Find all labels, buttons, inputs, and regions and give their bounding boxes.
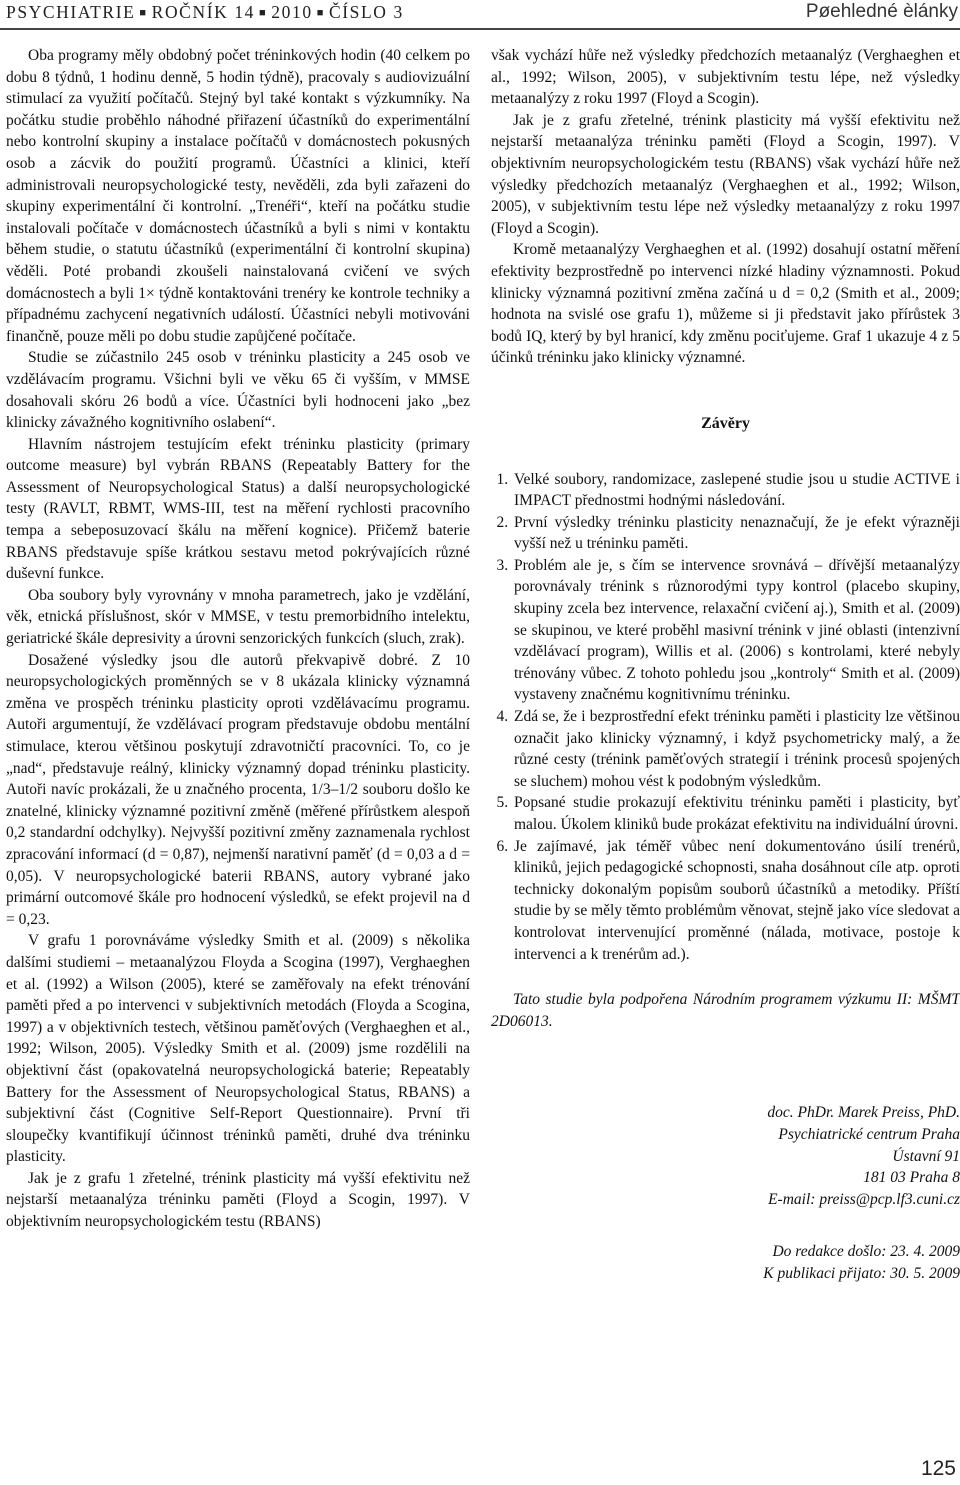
journal-year: 2010 — [271, 2, 313, 22]
conclusion-item: 5. Popsané studie prokazují efektivitu tréninku paměti i plasticity, byť malou. Úkolem kliniků bude prokázat efektivitu na individuální úrovni. — [512, 792, 960, 835]
body-paragraph: V grafu 1 porovnáváme výsledky Smith et al. (2009) s několika dalšími studiemi – metaanalýzou Floyda a Scogina (1997), Verghaeghen et al. (1992) a Wilson (2005), které se zaměřovaly na efekt trénování paměti před a po intervenci v subjektivních metodách (Floyda a Scogina, 1997) a v objektivních testech, většinou paměťových (Verghaeghen et al., 1992; Wilson, 2005). Výsledky Smith et al. (2009) jsme rozdělili na objektivní část (opakovatelná neuropsychologická baterie; Repeatably Battery for the Assessment of Neuropsychological Status, RBANS) a subjektivní část (Cognitive Self-Report Questionnaire). První tři sloupečky kvantifikují účinnost tréninků paměti, druhé dva tréninku plasticity. — [6, 932, 470, 1166]
body-paragraph: Jak je z grafu 1 zřetelné, trénink plasticity má vyšší efektivitu než nejstarší metaanalýza tréninku paměti (Floyd a Scogin, 1997). V objektivním neuropsychologickém testu (RBANS) — [6, 1169, 470, 1231]
editorial-dates — [491, 1241, 960, 1284]
body-paragraph: však vychází hůře než výsledky předchozích metaanalýz (Verghaeghen et al., 1992; Wilson, 2005), v subjektivním testu lépe, než výsledky metaanalýzy z roku 1997 (Floyd a Scogin). — [491, 47, 960, 108]
conclusions-heading: Závěry — [701, 414, 750, 432]
journal-volume: ROČNÍK 14 — [151, 2, 256, 22]
acknowledgement: Tato studie byla podpořena Národním programem výzkumu II: MŠMT 2D06013. — [491, 991, 960, 1030]
received-date: Do redakce došlo: 23. 4. 2009 — [772, 1243, 960, 1261]
journal-issue: ČÍSLO 3 — [328, 2, 404, 22]
body-paragraph: Oba soubory byly vyrovnány v mnoha parametrech, jako je vzdělání, věk, etnická příslušnost, skór v MMSE, v testu premorbidního intelektu, geriatrické škále depresivity a úrovni senzorických funkcích (sluch, zrak). — [6, 586, 470, 648]
body-paragraph: Dosažené výsledky jsou dle autorů překvapivě dobré. Z 10 neuropsychologických proměnných se v 8 ukázala klinicky významná změna ve prospěch tréninku plasticity oproti vzdělávacímu programu. Autoři argumentují, že vzdělávací program představuje obdobu mentální stimulace, kterou většinou poskytují zdravotničtí pracovníci. To, co je „nad“, představuje reálný, klinicky významný dopad tréninku plasticity. Autoři navíc prokázali, že u značného procenta, 1/3–1/2 souboru došlo ke znatelné, klinicky významné pozitivní změně (měřené přírůstkem alespoň 0,2 standardní odchylky). Nejvyšší pozitivní změny zaznamenala rychlost zpracování informací (d = 0,87), nejmenší narativní paměť (d = 0,03 a d = 0,05). V neuropsychologické baterii RBANS, autory vybrané jako primární outcomové škále pro hodnocení výsledků, se efekt projevil na d = 0,23. — [6, 651, 470, 928]
right-column — [491, 45, 960, 1285]
separator-square-icon: ■ — [316, 7, 325, 19]
conclusion-item: 1. Velké soubory, randomizace, zaslepené studie jsou u studie ACTIVE i IMPACT přednostmi hodnými následování. — [512, 469, 960, 512]
author-address — [491, 1102, 960, 1210]
conclusion-item: 3. Problém ale je, s čím se intervence srovnává – dřívější metaanalýzy porovnávaly trénink s různorodými typy kontrol (placebo skupiny, skupiny zcela bez intervence, relaxační cvičení aj.), Smith et al. (2009) se skupinou, ve které proběhl masivní trénink v jiné oblasti (intenzivní vzdělávací program), Willis et al. (2006) s kontrolami, které nebyly trénovány vůbec. Z tohoto pohledu jsou „kontroly“ Smith et al. (2009) vystaveny značnému kognitivnímu tréninku. — [512, 555, 960, 706]
conclusion-item: 2. První výsledky tréninku plasticity nenaznačují, že je efekt výrazněji vyšší než u tréninku paměti. — [512, 512, 960, 555]
body-paragraph: Jak je z grafu zřetelné, trénink plasticity má vyšší efektivitu než nejstarší metaanalýza tréninku paměti (Floyd a Scogin, 1997). V objektivním neuropsychologickém testu (RBANS) však vychází hůře než výsledky předchozích metaanalýz (Verghaeghen et al., 1992; Wilson, 2005), v subjektivním testu lépe než výsledky metaanalýzy z roku 1997 (Floyd a Scogin). — [491, 111, 960, 237]
journal-name: PSYCHIATRIE — [6, 2, 136, 22]
left-column — [6, 45, 470, 1233]
conclusions-list — [491, 469, 960, 966]
author-city: 181 03 Praha 8 — [863, 1169, 960, 1187]
page-header — [0, 0, 960, 30]
conclusion-item: 6. Je zajímavé, jak téměř vůbec není dokumentováno úsilí trenérů, kliniků, jejich pedagogické schopnosti, snaha dosáhnout cíle atp. oproti technicky dokonalým popisům souborů účastníků a metodiky. Příští studie by se měly těmto problémům věnovat, stejně jako více sledovat a kontrolovat intervenující proměnné (nálada, motivace, postoje k intervenci a k trenérům ad.). — [512, 836, 960, 966]
page-number: 125 — [920, 1457, 956, 1480]
section-title: Pøehledné èlánky — [805, 1, 958, 22]
journal-running-head — [6, 2, 404, 23]
body-paragraph: Hlavním nástrojem testujícím efekt tréninku plasticity (primary outcome measure) byl vybrán RBANS (Repeatably Battery for the Assessment of Neuropsychological Status) a další neuropsychologické testy (RAVLT, RBMT, WMS-III, test na měření rychlosti pracovního tempa a sebeposuzovací škálu na měření kognice). Přičemž baterie RBANS představuje spíše krátkou sestavu metod pokrývajících různé duševní funkce. — [6, 435, 470, 583]
conclusion-item: 4. Zdá se, že i bezprostřední efekt tréninku paměti i plasticity lze většinou označit jako klinicky významný, i když psychometricky malý, a že různé cesty (trénink paměťových strategií i trénink procesů spojených se sluchem) mohou vést k podobným výsledkům. — [512, 706, 960, 792]
author-name: doc. PhDr. Marek Preiss, PhD. — [767, 1104, 960, 1122]
author-street: Ústavní 91 — [892, 1147, 960, 1165]
separator-square-icon: ■ — [259, 7, 268, 19]
body-paragraph: Studie se zúčastnilo 245 osob v tréninku plasticity a 245 osob ve vzdělávacím programu. Všichni byli ve věku 65 či vyšším, v MMSE dosahovali skóru 26 bodů a více. Účastníci byli hodnoceni jako „bez klinicky závažného kognitivního oslabení“. — [6, 349, 470, 432]
author-email: E-mail: preiss@pcp.lf3.cuni.cz — [768, 1190, 960, 1208]
separator-square-icon: ■ — [139, 7, 148, 19]
body-paragraph: Kromě metaanalýzy Verghaeghen et al. (1992) dosahují ostatní měření efektivity bezprostředně po intervenci nízké hladiny významnosti. Pokud klinicky významná pozitivní změna začíná u d = 0,2 (Smith et al., 2009; hodnota na svislé ose grafu 1), můžeme si ji představit jako přírůstek 3 bodů IQ, který by byl hranicí, kdy změnu pociťujeme. Graf 1 ukazuje 4 z 5 účinků tréninku jako klinicky významné. — [491, 241, 960, 367]
body-paragraph: Oba programy měly obdobný počet tréninkových hodin (40 celkem po dobu 8 týdnů, 1 hodinu denně, 5 hodin týdně), pracovaly s audiovizuální stimulací za využití počítačů. Stejný byl také kontakt s výzkumníky. Na počátku studie proběhlo náhodné přiřazení účastníků do experimentální nebo kontrolní skupiny a instalace počítačů v domácnostech pokusných osob a zácvik do použití programů. Účastníci a klinici, kteří administrovali neuropsychologické testy, nevěděli, zda byli zařazeni do skupiny experimentální či kontrolní. „Trenéři“, kteří na počátku studie instalovali počítače v domácnostech účastníků a byli s nimi v kontaktu během studie, o statutu účastníků (experimentální či kontrolní skupina) věděli. Poté probandi zkoušeli nainstalovaná cvičení ve svých domácnostech a byli 1× týdně kontaktováni trenéry ke kontrole techniky a případnému zachycení negativních událostí. Účastníci nebyli motivováni finančně, pouze měli po dobu studie zapůjčené počítače. — [6, 47, 470, 345]
accepted-date: K publikaci přijato: 30. 5. 2009 — [763, 1264, 960, 1282]
author-institution: Psychiatrické centrum Praha — [778, 1125, 960, 1143]
